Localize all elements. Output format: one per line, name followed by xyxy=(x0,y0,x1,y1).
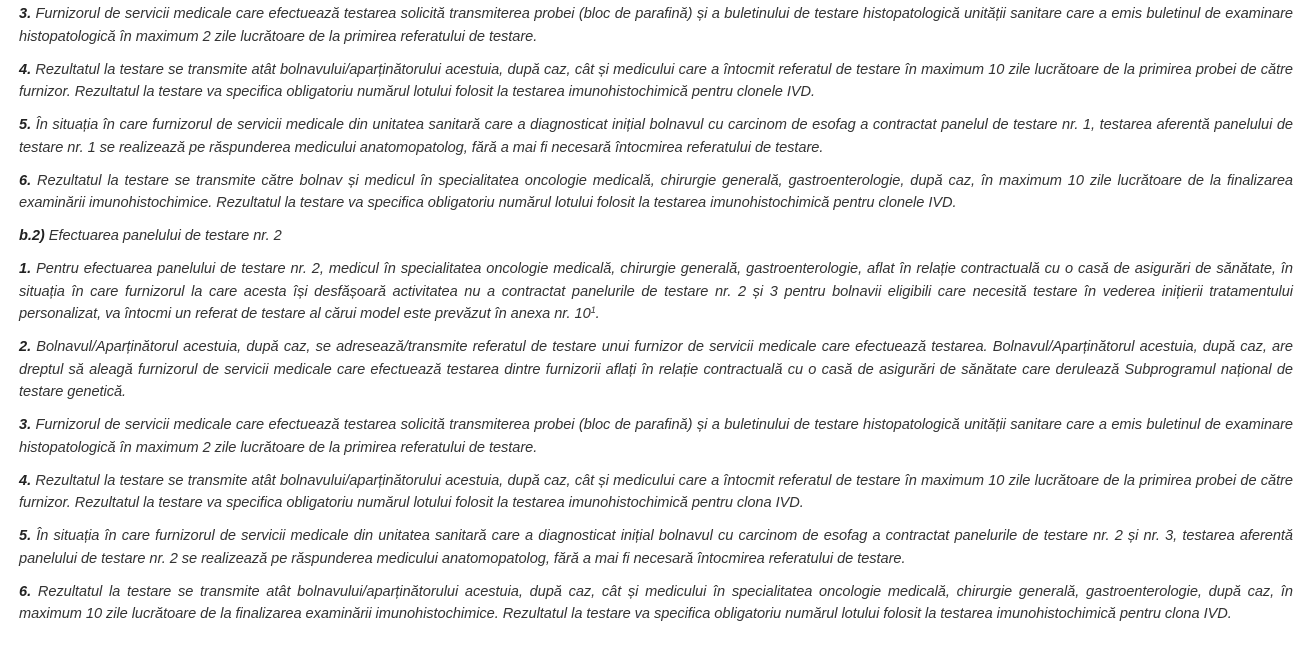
section-heading-b2 xyxy=(19,225,1293,248)
paragraph-number: 4. xyxy=(19,61,32,78)
paragraph-number: 3. xyxy=(19,417,32,433)
paragraph-number: 6. xyxy=(19,172,32,189)
paragraph-text: Furnizorul de servicii medicale care efectuează testarea solicită transmiterea probei (bloc de parafină) și a buletinului de testare histopatologică unității sanitare care a emis buletinul de examinare histopatologică în maximum 2 zile lucrătoare de la primirea referatului de testare. xyxy=(19,417,1293,456)
paragraph-text: În situația în care furnizorul de servicii medicale din unitatea sanitară care a diagnosticat inițial bolnavul cu carcinom de esofag a contractat panelurile de testare nr. 2 și nr. 3, testarea aferentă panelului de testare nr. 2 se realizează pe răspunderea medicului anatomopatolog, fără a mai fi necesară întocmirea referatului de testare. xyxy=(19,528,1293,567)
paragraph-text: Rezultatul la testare se transmite către bolnav și medicul în specialitatea oncologie medicală, chirurgie generală, gastroenterologie, după caz, în maximum 10 zile lucrătoare de la finalizarea examinării imunohistochimice. Rezultatul la testare va specifica obligatoriu numărul lotului folosit la testarea imunohistochimică pentru clonele IVD. xyxy=(19,172,1293,211)
paragraph-number: 6. xyxy=(19,583,32,600)
section-title: Efectuarea panelului de testare nr. 2 xyxy=(48,228,282,244)
paragraph-end-punctuation: . xyxy=(595,306,600,322)
paragraph-b2-4 xyxy=(19,470,1293,515)
paragraph-number: 1. xyxy=(19,261,32,277)
paragraph-b2-5 xyxy=(19,525,1293,570)
paragraph-b1-6 xyxy=(19,170,1293,215)
paragraph-text: Rezultatul la testare se transmite atât bolnavului/aparținătorului acestuia, după caz, cât și medicului care a întocmit referatul de testare în maximum 10 zile lucrătoare de la primirea probei de către furnizor. Rezultatul la testare va specifica obligatoriu numărul lotului folosit la testarea imunohistochimică pentru clona IVD. xyxy=(19,472,1293,511)
paragraph-number: 2. xyxy=(19,339,32,355)
paragraph-b2-2 xyxy=(19,336,1293,404)
section-number: b.2) xyxy=(19,228,45,244)
paragraph-text: Rezultatul la testare se transmite atât bolnavului/aparținătorului acestuia, după caz, cât și medicului care a întocmit referatul de testare în maximum 10 zile lucrătoare de la primirea probei de către furnizor. Rezultatul la testare va specifica obligatoriu numărul lotului folosit la testarea imunohistochimică pentru clonele IVD. xyxy=(19,61,1293,100)
paragraph-number: 3. xyxy=(19,6,32,22)
footnote-superscript: 1 xyxy=(590,305,596,315)
paragraph-b1-4 xyxy=(19,59,1293,104)
paragraph-text: Pentru efectuarea panelului de testare nr. 2, medicul în specialitatea oncologie medicală, chirurgie generală, gastroenterologie, aflat în relație contractuală cu o casă de asigurări de sănătate, în situația în care furnizorul la care acesta își desfășoară activitatea nu a contractat panelurile de testare nr. 2 și 3 pentru bolnavii eligibili care necesită testare în vederea inițierii tratamentului personalizat, va întocmi un referat de testare al cărui model este prevăzut în anexa nr. 10 xyxy=(19,261,1293,322)
paragraph-b1-5 xyxy=(19,114,1293,159)
paragraph-text: Bolnavul/Aparținătorul acestuia, după caz, se adresează/transmite referatul de testare unui furnizor de servicii medicale care efectuează testarea. Bolnavul/Aparținătorul acestuia, după caz, are dreptul să aleagă furnizorul de servicii medicale care efectuează testarea dintre furnizorii aflați în relație contractuală cu o casă de asigurări de sănătate care derulează Subprogramul național de testare genetică. xyxy=(19,339,1293,400)
paragraph-number: 5. xyxy=(19,528,32,544)
paragraph-b2-3 xyxy=(19,414,1293,459)
paragraph-text: Rezultatul la testare se transmite atât bolnavului/aparținătorului acestuia, după caz, cât și medicului în specialitatea oncologie medicală, chirurgie generală, gastroenterologie, după caz, în maximum 10 zile lucrătoare de la finalizarea examinării imunohistochimice. Rezultatul la testare va specifica obligatoriu numărul lotului folosit la testarea imunohistochimică pentru clona IVD. xyxy=(19,583,1293,622)
paragraph-text: În situația în care furnizorul de servicii medicale din unitatea sanitară care a diagnosticat inițial bolnavul cu carcinom de esofag a contractat panelul de testare nr. 1, testarea aferentă panelului de testare nr. 1 se realizează pe răspunderea medicului anatomopatolog, fără a mai fi necesară întocmirea referatului de testare. xyxy=(19,117,1293,156)
paragraph-b1-3 xyxy=(19,3,1293,48)
paragraph-b2-6 xyxy=(19,581,1293,626)
paragraph-number: 5. xyxy=(19,117,32,133)
paragraph-text: Furnizorul de servicii medicale care efectuează testarea solicită transmiterea probei (bloc de parafină) și a buletinului de testare histopatologică unității sanitare care a emis buletinul de examinare histopatologică în maximum 2 zile lucrătoare de la primirea referatului de testare. xyxy=(19,6,1293,45)
paragraph-b2-1 xyxy=(19,258,1293,326)
paragraph-number: 4. xyxy=(19,472,32,489)
